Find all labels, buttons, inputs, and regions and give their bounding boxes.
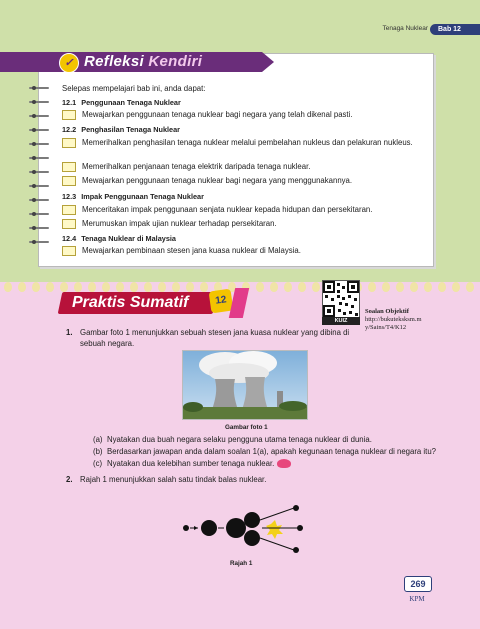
checkmark-icon: ✓	[59, 53, 79, 73]
chapter-tab: Bab 12	[430, 24, 480, 35]
section-heading-12-2: 12.2 Penghasilan Tenaga Nuklear	[62, 125, 181, 134]
question-1c: (c) Nyatakan dua kelebihan sumber tenaga nuklear.	[93, 459, 453, 468]
section-heading-12-4: 12.4 Tenaga Nuklear di Malaysia	[62, 234, 176, 243]
question-1a: (a) Nyatakan dua buah negara selaku pengguna utama tenaga nuklear di dunia.	[93, 435, 372, 444]
question-2: 2. Rajah 1 menunjukkan salah satu tindak balas nuklear.	[66, 475, 267, 484]
checkbox[interactable]	[62, 138, 76, 148]
nucleus	[201, 520, 217, 536]
diagram-caption: Rajah 1	[230, 560, 253, 567]
qr-code[interactable]	[322, 280, 360, 318]
spiral-ring	[29, 128, 49, 133]
spiral-ring	[29, 142, 49, 147]
nucleus	[226, 518, 246, 538]
decorative-dot	[466, 282, 474, 292]
spiral-ring	[29, 86, 49, 91]
spiral-ring	[29, 240, 49, 245]
nuclear-reaction-diagram	[176, 500, 316, 556]
spiral-ring	[29, 156, 49, 161]
qr-link[interactable]: http://bukuteksksm.my/Sains/T4/K12	[365, 316, 422, 331]
checklist-item: Menceritakan impak penggunaan senjata nuklear kepada hidupan dan persekitaran.	[62, 205, 422, 215]
section-heading-12-1: 12.1 Penggunaan Tenaga Nuklear	[62, 98, 181, 107]
photo-caption: Gambar foto 1	[225, 424, 268, 431]
decorative-dot	[298, 282, 306, 292]
decorative-dot	[382, 282, 390, 292]
decorative-dot	[270, 282, 278, 292]
checkbox[interactable]	[62, 110, 76, 120]
checkbox[interactable]	[62, 176, 76, 186]
qr-label: KUIZ	[322, 317, 360, 325]
power-station-photo	[182, 350, 308, 420]
checkbox[interactable]	[62, 246, 76, 256]
checklist-item: Memerihalkan penjanaan tenaga elektrik daripada tenaga nuklear.	[62, 162, 422, 172]
decorative-dot	[396, 282, 404, 292]
decorative-dot	[172, 282, 180, 292]
decorative-dot	[410, 282, 418, 292]
decorative-dot	[256, 282, 264, 292]
checkbox[interactable]	[62, 219, 76, 229]
decorative-dot	[32, 282, 40, 292]
decorative-dot	[60, 282, 68, 292]
reflection-title: Refleksi Kendiri	[84, 53, 203, 70]
qr-side-note: Soalan Objektif http://bukuteksksm.my/Sains/T4/K12	[365, 308, 475, 332]
decorative-dot	[46, 282, 54, 292]
decorative-dot	[4, 282, 12, 292]
question-1: 1. Gambar foto 1 menunjukkan sebuah stesen jana kuasa nuklear yang dibina di sebuah negara.	[66, 328, 350, 348]
decorative-dot	[158, 282, 166, 292]
decorative-dot	[438, 282, 446, 292]
decorative-dot	[102, 282, 110, 292]
spiral-ring	[29, 198, 49, 203]
decorative-dot	[368, 282, 376, 292]
decorative-dot	[186, 282, 194, 292]
decorative-dot	[424, 282, 432, 292]
neutron	[183, 525, 189, 531]
spiral-ring	[29, 100, 49, 105]
spiral-ring	[29, 114, 49, 119]
spiral-ring	[29, 212, 49, 217]
checklist-item: Memerihalkan penghasilan tenaga nuklear melalui pembelahan nukleus dan pelakuran nukleus.	[62, 138, 422, 148]
checklist-item: Mewajarkan penggunaan tenaga nuklear bagi negara yang telah dikenal pasti.	[62, 110, 422, 120]
practice-title: Praktis Sumatif	[72, 294, 189, 311]
spiral-ring	[29, 226, 49, 231]
fragment	[244, 512, 260, 528]
fragment	[244, 530, 260, 546]
reflection-intro: Selepas mempelajari bab ini, anda dapat:	[62, 84, 206, 93]
decorative-dot	[116, 282, 124, 292]
decorative-dot	[130, 282, 138, 292]
decorative-dot	[144, 282, 152, 292]
decorative-dot	[200, 282, 208, 292]
spiral-ring	[29, 170, 49, 175]
chapter-badge: 12	[209, 289, 234, 314]
publisher-label: KPM	[409, 595, 425, 603]
checkbox[interactable]	[62, 205, 76, 215]
spiral-ring	[29, 184, 49, 189]
decorative-dot	[284, 282, 292, 292]
chapter-topic: Tenaga Nuklear	[382, 25, 428, 32]
decorative-dot	[18, 282, 26, 292]
energy-burst	[266, 520, 283, 539]
checklist-item: Merumuskan impak ujian nuklear terhadap persekitaran.	[62, 219, 422, 229]
decorative-dot	[452, 282, 460, 292]
checklist-item: Mewajarkan pembinaan stesen jana kuasa nuklear di Malaysia.	[62, 246, 422, 256]
page-number: 269	[404, 576, 432, 592]
question-1b: (b) Berdasarkan jawapan anda dalam soalan 1(a), apakah kegunaan tenaga nuklear di negara itu?	[93, 447, 437, 456]
decorative-dot	[74, 282, 82, 292]
brain-icon	[277, 459, 291, 468]
decorative-dot	[88, 282, 96, 292]
checkbox[interactable]	[62, 162, 76, 172]
checklist-item: Mewajarkan penggunaan tenaga nuklear bagi negara yang menggunakannya.	[62, 176, 422, 186]
decorative-dot	[312, 282, 320, 292]
reflection-banner-tip	[262, 52, 274, 72]
section-heading-12-3: 12.3 Impak Penggunaan Tenaga Nuklear	[62, 192, 204, 201]
